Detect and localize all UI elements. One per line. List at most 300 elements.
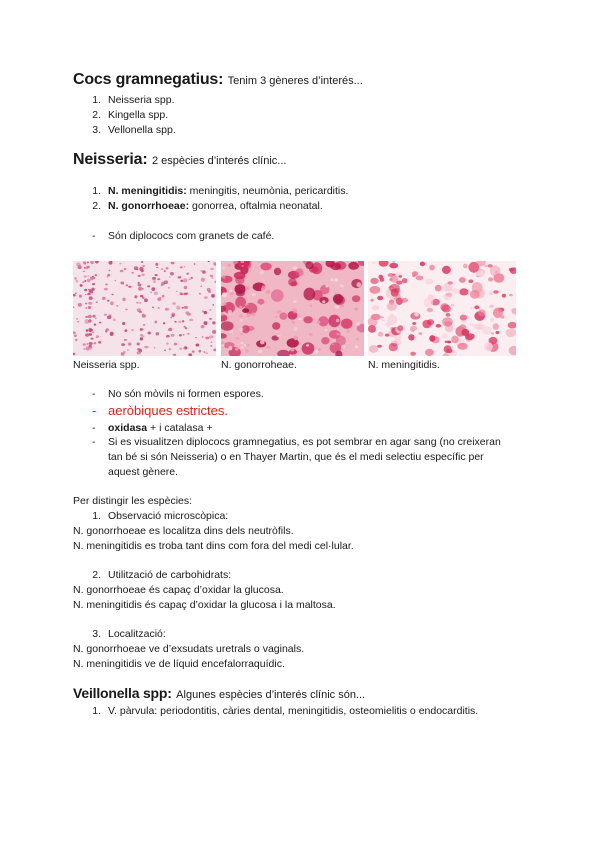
stained-cell [87, 279, 91, 282]
stained-cell [73, 331, 76, 334]
stained-cell [372, 305, 380, 310]
stained-cell [92, 283, 95, 285]
stained-cell [211, 341, 213, 343]
stained-cell [296, 268, 304, 276]
stained-cell [322, 300, 325, 303]
stained-cell [211, 294, 215, 298]
stained-cell [89, 333, 92, 335]
stained-cell [210, 268, 214, 270]
stained-cell [427, 308, 433, 313]
stained-cell [85, 319, 89, 324]
stained-cell [336, 333, 339, 336]
stained-cell [251, 312, 256, 316]
stained-cell [235, 348, 239, 351]
stained-cell [305, 262, 313, 270]
stained-cell [83, 271, 85, 272]
stained-cell [76, 280, 78, 283]
stained-cell [74, 334, 77, 337]
stained-cell [152, 277, 156, 280]
stained-cell [459, 288, 468, 295]
stained-cell [280, 312, 288, 319]
stained-cell [138, 284, 142, 287]
stained-cell [174, 321, 176, 323]
stained-cell [291, 320, 293, 322]
stained-cell [76, 318, 78, 319]
stained-cell [84, 275, 87, 277]
stained-cell [213, 304, 215, 306]
stained-cell [236, 291, 245, 297]
bullet-text-line: aquest gènere. [108, 466, 179, 478]
stained-cell [93, 277, 95, 279]
stained-cell [179, 334, 182, 336]
stained-cell [229, 290, 233, 293]
stained-cell [330, 263, 341, 270]
stained-cell [239, 306, 242, 309]
stained-cell [109, 314, 111, 317]
stained-cell [267, 346, 270, 349]
stained-cell [272, 322, 280, 330]
stained-cell [457, 343, 467, 350]
stained-cell [169, 348, 171, 350]
stained-cell [236, 337, 240, 339]
stained-cell [84, 267, 88, 269]
stained-cell [201, 278, 205, 282]
stained-cell [104, 288, 108, 291]
criterion-line: N. meningitidis es troba tant dins com fora del medi cel·lular. [73, 540, 354, 552]
stained-cell [140, 334, 143, 336]
stained-cell [77, 321, 79, 322]
stained-cell [143, 324, 145, 326]
stained-cell [370, 278, 378, 284]
stained-cell [341, 319, 353, 329]
stained-cell [137, 348, 140, 350]
stained-cell [183, 334, 185, 336]
criterion-heading: 2. Utilització de carbohidrats: [92, 569, 232, 581]
stained-cell [317, 321, 321, 324]
stained-cell [142, 297, 145, 299]
stained-cell [427, 319, 434, 325]
stained-cell [228, 310, 232, 314]
stained-cell [389, 343, 398, 351]
stained-cell [389, 263, 398, 269]
micrograph-meningitidis [368, 261, 516, 356]
stained-cell [392, 274, 395, 276]
stained-cell [157, 278, 160, 280]
stained-cell [336, 336, 346, 346]
stained-cell [235, 276, 244, 284]
stained-cell [182, 320, 184, 322]
stained-cell [142, 288, 144, 290]
stained-cell [330, 278, 333, 281]
section-subtitle: 2 espècies d’interés clínic... [151, 155, 287, 167]
micrograph-gonorrhoeae [221, 261, 364, 356]
stained-cell [200, 286, 202, 287]
bullet-item: - Són diplococs com granets de café. [92, 230, 275, 242]
paragraph: Per distingir les espècies: [73, 495, 193, 507]
stained-cell [168, 328, 172, 331]
stained-cell [138, 282, 140, 284]
stained-cell [80, 284, 83, 287]
stained-cell [309, 333, 313, 336]
stained-cell [277, 310, 282, 313]
stained-cell [164, 349, 166, 351]
stained-cell [154, 347, 156, 348]
stained-cell [223, 302, 226, 305]
stained-cell [124, 329, 127, 332]
stained-cell [325, 329, 328, 331]
stained-cell [148, 332, 151, 335]
stained-cell [179, 347, 182, 350]
stained-cell [357, 282, 362, 287]
stained-cell [176, 306, 180, 310]
stained-cell [205, 352, 208, 354]
stained-cell [293, 266, 298, 269]
stained-cell [260, 340, 265, 344]
stained-cell [139, 302, 142, 304]
stained-cell [140, 328, 144, 330]
stained-cell [354, 308, 358, 311]
stained-cell [166, 335, 170, 338]
stained-cell [210, 345, 212, 347]
stained-cell [204, 351, 206, 353]
stained-cell [379, 261, 389, 267]
section-veillonella-heading [73, 685, 365, 703]
stained-cell [302, 342, 315, 354]
stained-cell [257, 299, 264, 305]
section-cocs-heading [73, 71, 363, 89]
stained-cell [141, 274, 144, 276]
stained-cell [429, 335, 435, 342]
stained-cell [74, 277, 76, 280]
micrograph-neisseria [73, 261, 216, 356]
stained-cell [122, 298, 125, 302]
stained-cell [192, 350, 195, 352]
stained-cell [204, 321, 208, 325]
stained-cell [207, 288, 211, 292]
stained-cell [95, 274, 98, 276]
stained-cell [185, 311, 189, 314]
stained-cell [199, 350, 202, 353]
criterion-heading: 3. Localització: [92, 628, 166, 640]
stained-cell [154, 292, 158, 296]
stained-cell [91, 288, 94, 291]
stained-cell [469, 323, 474, 326]
stained-cell [435, 285, 442, 292]
stained-cell [461, 329, 469, 336]
stained-cell [173, 354, 176, 356]
stained-cell [141, 261, 143, 263]
stained-cell [298, 318, 301, 320]
stained-cell [128, 342, 132, 345]
list-item: 3. Vellonella spp. [92, 124, 176, 136]
stained-cell [508, 322, 516, 329]
stained-cell [369, 345, 378, 353]
stained-cell [377, 296, 383, 301]
stained-cell [448, 273, 451, 275]
stained-cell [180, 280, 183, 282]
stained-cell [260, 263, 271, 271]
stained-cell [488, 277, 493, 281]
stained-cell [228, 264, 232, 267]
stained-cell [171, 314, 174, 317]
stained-cell [470, 307, 474, 310]
stained-cell [205, 337, 209, 340]
stained-cell [184, 266, 186, 267]
stained-cell [346, 329, 349, 333]
criterion-line: N. gonorrhoeae és capaç d’oxidar la glucosa. [73, 584, 284, 596]
list-item: 1. V. pàrvula: periodontitis, càries dental, meningitidis, osteomielitis o endocarditis. [92, 705, 479, 717]
stained-cell [86, 347, 90, 351]
stained-cell [440, 303, 449, 311]
stained-cell [239, 314, 243, 317]
stained-cell [189, 319, 193, 322]
stained-cell [342, 345, 346, 349]
stained-cell [509, 294, 513, 296]
stained-cell [113, 319, 116, 322]
stained-cell [111, 294, 113, 296]
section-title: Cocs gramnegatius: [73, 71, 224, 88]
stained-cell [188, 353, 192, 356]
stained-cell [147, 285, 150, 287]
stained-cell [474, 305, 479, 309]
stained-cell [390, 276, 398, 283]
criterion-heading: 1. Observació microscòpica: [92, 510, 229, 522]
stained-cell [240, 328, 244, 332]
stained-cell [306, 344, 309, 346]
stained-cell [304, 288, 316, 301]
stained-cell [484, 342, 493, 351]
stained-cell [170, 317, 172, 319]
stained-cell [126, 284, 129, 286]
stained-cell [446, 313, 451, 317]
stained-cell [370, 299, 373, 302]
stained-cell [201, 325, 205, 328]
stained-cell [88, 289, 90, 291]
stained-cell [489, 291, 494, 296]
stained-cell [75, 292, 77, 294]
stained-cell [266, 290, 271, 294]
stained-cell [89, 342, 93, 345]
list-item: 1. N. meningitidis: meningitis, neumònia, pericarditis. [92, 185, 349, 197]
list-item: 2. N. gonorrhoeae: gonorrea, oftalmia neonatal. [92, 200, 323, 212]
list-item: 2. Kingella spp. [92, 109, 169, 121]
stained-cell [294, 327, 298, 331]
stained-cell [484, 265, 487, 268]
stained-cell [183, 347, 185, 349]
stained-cell [478, 309, 486, 316]
stained-cell [371, 314, 381, 320]
stained-cell [275, 316, 278, 318]
stained-cell [463, 264, 467, 269]
stained-cell [410, 326, 417, 331]
stained-cell [178, 321, 181, 323]
stained-cell [144, 346, 148, 349]
stained-cell [336, 319, 340, 323]
stained-cell [208, 261, 210, 262]
stained-cell [92, 315, 95, 318]
stained-cell [356, 338, 359, 341]
stained-cell [335, 305, 339, 308]
stained-cell [139, 267, 143, 271]
stained-cell [451, 288, 460, 294]
stained-cell [397, 325, 403, 331]
stained-cell [102, 297, 106, 300]
stained-cell [271, 289, 284, 302]
stained-cell [75, 339, 77, 341]
stained-cell [183, 293, 187, 296]
stained-cell [222, 275, 225, 279]
stained-cell [339, 284, 342, 286]
stained-cell [214, 281, 216, 283]
stained-cell [166, 343, 168, 345]
stained-cell [84, 289, 87, 292]
stained-cell [496, 331, 500, 334]
stained-cell [85, 307, 87, 308]
stained-cell [476, 270, 484, 277]
stained-cell [252, 293, 256, 296]
stained-cell [490, 318, 494, 322]
stained-cell [380, 278, 384, 282]
stained-cell [128, 286, 131, 288]
stained-cell [202, 336, 204, 337]
stained-cell [107, 300, 109, 302]
stained-cell [162, 295, 164, 298]
stained-cell [144, 298, 148, 302]
stained-cell [290, 348, 294, 351]
stained-cell [159, 297, 161, 298]
stained-cell [381, 316, 384, 318]
stained-cell [447, 281, 453, 284]
criterion-line: N. gonorrhoeae es localitza dins dels neutròfils. [73, 525, 294, 537]
stained-cell [290, 282, 297, 287]
list-item: 1. Neisseria spp. [92, 94, 175, 106]
stained-cell [392, 261, 396, 263]
stained-cell [184, 286, 187, 290]
stained-cell [382, 319, 385, 321]
stained-cell [211, 277, 213, 278]
section-neisseria-heading [73, 151, 286, 169]
stained-cell [96, 335, 99, 338]
criterion-line: N. meningitidis és capaç d’oxidar la glucosa i la maltosa. [73, 599, 336, 611]
stained-cell [180, 266, 183, 268]
stained-cell [378, 332, 384, 337]
stained-cell [187, 333, 189, 335]
stained-cell [107, 274, 110, 277]
stained-cell [333, 294, 343, 304]
stained-cell [459, 277, 466, 283]
stained-cell [482, 326, 491, 334]
stained-cell [210, 275, 213, 277]
stained-cell [277, 350, 290, 356]
stained-cell [161, 268, 164, 270]
stained-cell [142, 265, 144, 267]
stained-cell [246, 344, 250, 347]
stained-cell [245, 349, 250, 353]
stained-cell [134, 295, 137, 298]
stained-cell [412, 271, 418, 276]
stained-cell [209, 309, 211, 310]
image-caption: Neisseria spp. [73, 359, 140, 371]
stained-cell [85, 294, 87, 295]
stained-cell [116, 305, 118, 306]
bullet-item: - [92, 436, 96, 448]
section-subtitle: Tenim 3 gèneres d’interés... [227, 75, 363, 87]
stained-cell [78, 303, 82, 307]
stained-cell [88, 315, 92, 319]
stained-cell [398, 275, 402, 277]
stained-cell [494, 273, 505, 283]
criterion-line: N. meningitidis ve de líquid encefalorraquídic. [73, 658, 285, 670]
stained-cell [262, 285, 266, 290]
stained-cell [447, 341, 451, 344]
stained-cell [85, 316, 88, 318]
stained-cell [154, 321, 157, 324]
stained-cell [196, 344, 200, 347]
stained-cell [222, 292, 227, 297]
stained-cell [348, 262, 359, 270]
stained-cell [241, 346, 244, 349]
stained-cell [88, 319, 91, 323]
stained-cell [369, 286, 380, 294]
stained-cell [104, 314, 107, 316]
stained-cell [408, 334, 414, 340]
stained-cell [414, 312, 419, 317]
stained-cell [460, 315, 468, 321]
stained-cell [412, 322, 416, 325]
stained-cell [240, 333, 243, 335]
stained-cell [155, 274, 158, 276]
stained-cell [240, 342, 244, 345]
stained-cell [73, 306, 74, 308]
stained-cell [152, 307, 154, 308]
stained-cell [90, 261, 94, 264]
stained-cell [139, 311, 142, 313]
stained-cell [106, 328, 109, 331]
stained-cell [132, 272, 134, 274]
stained-cell [95, 261, 99, 264]
stained-cell [212, 321, 215, 324]
stained-cell [321, 337, 329, 344]
stained-cell [277, 335, 281, 338]
stained-cell [429, 265, 435, 271]
stained-cell [131, 329, 134, 331]
stained-cell [436, 324, 442, 328]
bullet-item: - oxidasa + i catalasa + [92, 422, 213, 434]
stained-cell [79, 295, 82, 298]
stained-cell [89, 347, 92, 350]
stained-cell [274, 268, 281, 276]
bullet-item: - No són mòvils ni formen espores. [92, 388, 264, 400]
stained-cell [471, 334, 474, 336]
stained-cell [509, 346, 516, 356]
stained-cell [242, 308, 249, 313]
stained-cell [171, 334, 175, 337]
stained-cell [120, 270, 124, 272]
stained-cell [490, 305, 494, 308]
stained-cell [240, 319, 243, 322]
stained-cell [110, 301, 113, 305]
stained-cell [356, 322, 360, 326]
stained-cell [326, 285, 329, 288]
stained-cell [158, 307, 160, 309]
stained-cell [213, 349, 216, 352]
stained-cell [123, 351, 126, 354]
stained-cell [184, 306, 188, 309]
stained-cell [293, 308, 298, 313]
bullet-text-line: tan bé si són Neisseria) o en Thayer Martin, que és el medi selectiu específic per [108, 451, 484, 463]
stained-cell [303, 316, 312, 323]
stained-cell [190, 277, 193, 279]
